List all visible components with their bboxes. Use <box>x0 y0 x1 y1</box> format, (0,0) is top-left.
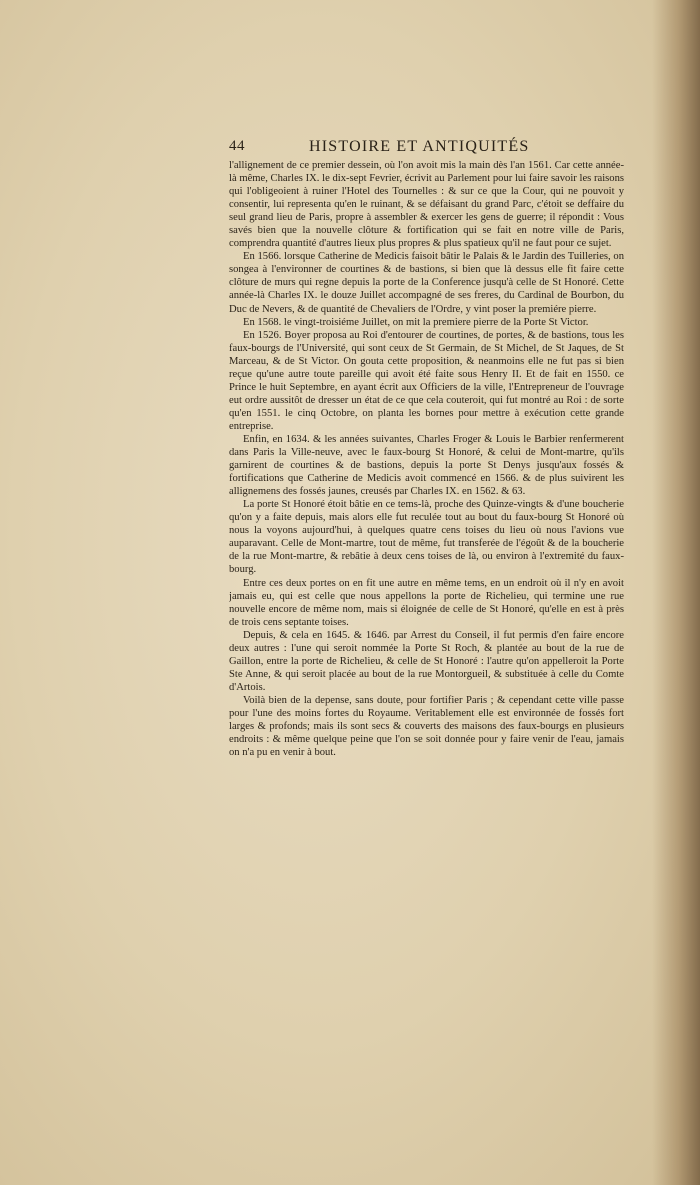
paragraph: Entre ces deux portes on en fit une autre en même tems, en un endroit où il n'y en avoit jamais eu, qui est celle que nous appellons la porte de Richelieu, qui termine une rue nouvelle encore de même nom, mais si éloignée de celle de St Honoré, qu'elle en est à près de trois cens septante toises. <box>229 577 624 628</box>
page-header <box>229 138 629 158</box>
paragraph: La porte St Honoré étoit bâtie en ce tems-là, proche des Quinze-vingts & d'une boucherie qu'on y a faite depuis, mais alors elle fut reculée tout au bout du faux-bourg St Honoré où nous la voyons aujourd'hui, à quelques quatre cens toises du lieu où nous l'avions vue auparavant. Celle de Mont-martre, tout de même, fut transferée de l'égoût & de la boucherie de la rue Mont-martre, & rebâtie à deux cens toises de là, ou environ à l'extremité du faux-bourg. <box>229 499 624 576</box>
paragraph: l'allignement de ce premier dessein, où l'on avoit mis la main dès l'an 1561. Car cette année-là même, Charles IX. le dix-sept Fevrier, écrivit au Parlement pour lui faire savoir les raisons qui l'obligeoient à ruiner l'Hotel des Tournelles : & sur ce que la Cour, qui ne pouvoit y consentir, lui representa qu'en le ruinant, & se défaisant du grand Parc, c'étoit se deffaire du seul grand lieu de Paris, propre à assembler & exercer les gens de guerre; il répondit : Vous savés bien que la nouvelle clôture & fortification qui se fait en notre ville de Paris, comprendra quantité d'autres lieux plus propres & plus spatieux qu'il ne faut pour ce sujet. <box>229 160 624 250</box>
paragraph: En 1568. le vingt-troisiéme Juillet, on mit la premiere pierre de la Porte St Victor. <box>243 316 589 328</box>
paragraph: En 1566. lorsque Catherine de Medicis faisoit bâtir le Palais & le Jardin des Tuilleries, on songea à l'environner de courtines & de bastions, si bien que là dessus elle fit faire cette clôture de murs qui regne depuis la porte de la Conference jusqu'à celle de St Honoré. Cette année-là Charles IX. le douze Juillet accompagné de ses freres, du Cardinal de Bourbon, du Duc de Nevers, & de quantité de Chevaliers de l'Ordre, y vint poser la premiére pierre. <box>229 251 624 315</box>
paragraph: Enfin, en 1634. & les années suivantes, Charles Froger & Louis le Barbier renfermerent dans Paris la Ville-neuve, avec le faux-bourg St Honoré, & celui de Mont-martre, qu'ils garnirent de courtines & de bastions, depuis la porte St Denys jusqu'aux fossés & fortifications que Catherine de Medicis avoit commencé en 1566. & de plus suivirent les allignemens des fossés jaunes, creusés par Charles IX. en 1562. & 63. <box>229 433 624 498</box>
page-number: 44 <box>229 138 245 154</box>
paragraph: En 1526. Boyer proposa au Roi d'entourer de courtines, de portes, & de bastions, tous les faux-bourgs de l'Université, qui sont ceux de St Germain, de St Michel, de St Jaques, de St Marceau, & de St Victor. On gouta cette proposition, & neanmoins elle ne fut pas si bien reçue qu'une autre toute pareille qui avoit été faite sous Henry II. Et de fait en 1550. ce Prince le huit Septembre, en ayant écrit aux Officiers de la ville, l'Entrepreneur de l'ouvrage eut ordre aussitôt de dresser un état de ce que cela couteroit, qui fut montré au Roi : de sorte qu'en 1551. le cinq Octobre, on planta les bornes pour mettre à exécution cette grande entreprise. <box>229 329 624 432</box>
binding-gutter <box>652 0 700 1185</box>
running-title: HISTOIRE ET ANTIQUITÉS <box>309 138 530 155</box>
paragraph: Voilà bien de la depense, sans doute, pour fortifier Paris ; & cependant cette ville passe pour l'une des moins fortes du Royaume. Veritablement elle est environnée de fossés fort larges & profonds; mais ils sont secs & couverts des maisons des faux-bourgs en plusieurs endroits : & même quelque peine que l'on se soit donnée pour y faire venir de l'eau, jamais on n'a pu en venir à bout. <box>229 694 624 759</box>
paragraph: Depuis, & cela en 1645. & 1646. par Arrest du Conseil, il fut permis d'en faire encore deux autres : l'une qui seroit nommée la Porte St Roch, & plantée au bout de la rue de Gaillon, entre la porte de Richelieu, & celle de St Honoré : l'autre qu'on appelleroit la Porte Ste Anne, & qui seroit placée au bout de la rue Montorgueil, & substituée à celle du Comte d'Artois. <box>229 629 624 693</box>
body-text <box>229 159 624 879</box>
